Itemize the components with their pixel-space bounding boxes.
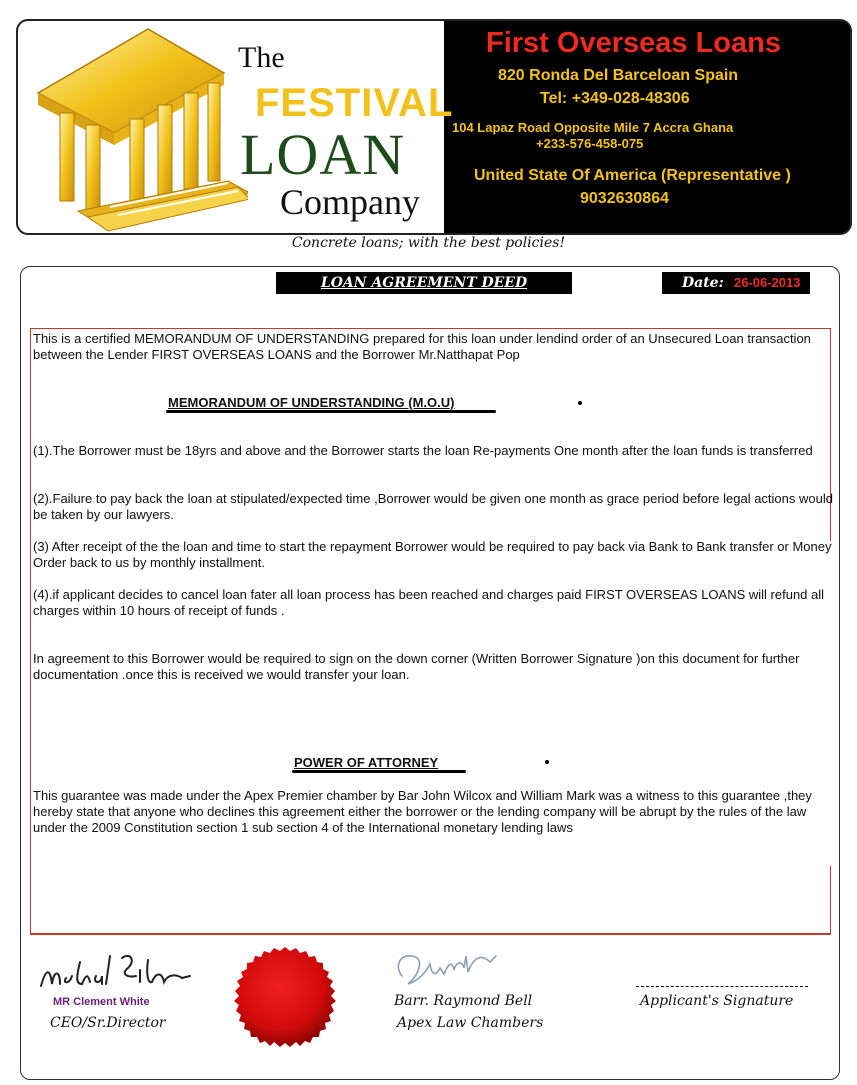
poa-heading-underline	[292, 770, 466, 773]
dot-marker	[578, 401, 582, 405]
poa-heading: POWER OF ATTORNEY	[294, 755, 439, 770]
clause-4: (4).if applicant decides to cancel loan fater all loan process has been reached and charges paid FIRST OVERSEAS LOANS will refund all charges within 10 hours of receipt of funds .	[33, 587, 825, 618]
ceo-name: MR Clement White	[53, 996, 150, 1008]
letterhead	[16, 19, 852, 235]
tagline: Concrete loans; with the best policies!	[291, 235, 566, 251]
address-ghana: 104 Lapaz Road Opposite Mile 7 Accra Ghana	[452, 120, 734, 135]
agreement-paragraph: In agreement to this Borrower would be required to sign on the down corner (Written Borrower Signature )on this document for further documentation .once this is received we would transfer your loan.	[33, 651, 800, 682]
dot-marker	[545, 760, 549, 764]
mou-heading-underline	[166, 410, 496, 413]
intro-paragraph: This is a certified MEMORANDUM OF UNDERSTANDING prepared for this loan under lendind order of an Unsecured Loan transaction between the Lender FIRST OVERSEAS LOANS and the Borrower Mr.Natthapat Pop	[33, 331, 811, 362]
date-value: 26-06-2013	[734, 275, 801, 290]
phone-usa: 9032630864	[580, 190, 669, 207]
lawyer-organization: Apex Law Chambers	[397, 1015, 544, 1031]
temple-icon	[18, 21, 248, 233]
address-spain: 820 Ronda Del Barceloan Spain	[498, 67, 739, 84]
logo-company: Company	[280, 182, 420, 222]
clause-3: (3) After receipt of the the loan and time to start the repayment Borrower would be required to pay back via Bank to Bank transfer or Money Order back to us by monthly installment.	[33, 539, 832, 570]
logo-festival: FESTIVAL	[255, 81, 454, 125]
date-label: Date:	[682, 275, 724, 291]
company-name: First Overseas Loans	[486, 27, 781, 59]
phone-spain: Tel: +349-028-48306	[540, 90, 690, 107]
lawyer-name: Barr. Raymond Bell	[394, 993, 533, 1009]
applicant-signature-line	[636, 986, 808, 987]
logo-the: The	[238, 41, 285, 74]
usa-representative: United State Of America (Representative )	[474, 167, 791, 184]
contact-panel	[444, 21, 850, 233]
red-wax-seal	[232, 946, 338, 1052]
ceo-title: CEO/Sr.Director	[50, 1015, 166, 1031]
phone-ghana: +233-576-458-075	[536, 136, 644, 151]
poa-paragraph: This guarantee was made under the Apex Premier chamber by Bar John Wilcox and William Mark was a witness to this guarantee ,they hereby state that anyone who declines this agreement either the borrower or the lending company will be abrupt by the rules of the law under the 2009 Constitution section 1 sub section 4 of the International monetary lending laws	[33, 788, 812, 835]
ceo-signature-scribble	[36, 948, 196, 998]
lawyer-signature-scribble	[392, 946, 502, 996]
deed-title: LOAN AGREEMENT DEED	[276, 272, 572, 294]
mou-heading: MEMORANDUM OF UNDERSTANDING (M.O.U)	[168, 395, 455, 410]
applicant-signature-label: Applicant's Signature	[640, 993, 794, 1009]
clause-1: (1).The Borrower must be 18yrs and above and the Borrower starts the loan Re-payments One month after the loan funds is transferred	[33, 443, 813, 458]
date-box	[662, 272, 810, 294]
logo-loan: LOAN	[240, 122, 406, 187]
company-logo	[18, 21, 454, 233]
agreement-content-box	[30, 328, 831, 935]
clause-2: (2).Failure to pay back the loan at stipulated/expected time ,Borrower would be given one month as grace period before legal actions would be taken by our lawyers.	[33, 491, 833, 522]
